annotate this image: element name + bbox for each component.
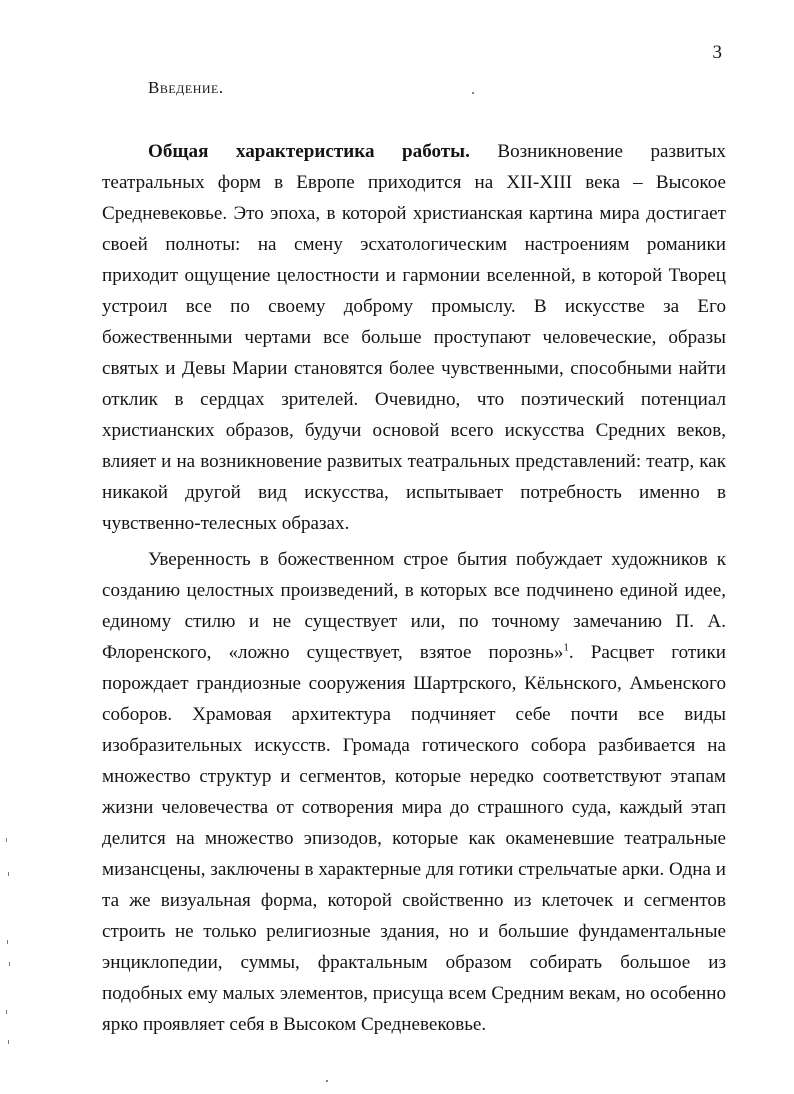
scan-mark bbox=[6, 838, 7, 842]
paragraph-lead: Общая характеристика работы. bbox=[148, 141, 470, 162]
body-text bbox=[102, 136, 726, 1045]
footnote-marker: 1 bbox=[563, 641, 569, 654]
paragraph-2-text-a: Уверенность в божественном строе бытия побуждает художников к созданию целостных произведений, в которых все подчинено единой идее, единому стилю и не существует или, по точному замечанию П. А. Флоренского, «ложно существует, взятое порознь» bbox=[102, 549, 726, 663]
section-heading: Введение. bbox=[148, 78, 224, 97]
page-number: 3 bbox=[712, 42, 722, 63]
paragraph-1 bbox=[102, 136, 726, 539]
paragraph-1-text: Возникновение развитых театральных форм в Европе приходится на XII-XIII века – Высокое Средневековье. Это эпоха, в которой христианская картина мира достигает своей полноты: на смену эсхатологическим настроениям романики приходит ощущение целостности и гармонии вселенной, в которой Творец устроил все по своему доброму промыслу. В искусстве за Его божественными чертами все больше проступают человеческие, образы святых и Девы Марии становятся более чувственными, способными найти отклик в сердцах зрителей. Очевидно, что поэтический потенциал христианских образов, будучи основой всего искусства Средних веков, влияет и на возникновение развитых театральных представлений: театр, как никакой другой вид искусства, испытывает потребность именно в чувственно-телесных образах. bbox=[102, 141, 726, 534]
scan-mark bbox=[8, 872, 9, 876]
scan-speck bbox=[472, 92, 474, 94]
scan-mark bbox=[7, 940, 8, 944]
paragraph-2 bbox=[102, 544, 726, 1040]
scan-speck bbox=[326, 1080, 328, 1082]
scan-mark bbox=[6, 1010, 7, 1014]
scan-mark bbox=[8, 1040, 9, 1044]
paragraph-2-text-b: . Расцвет готики порождает грандиозные сооружения Шартрского, Кёльнского, Амьенского соборов. Храмовая архитектура подчиняет себе почти все виды изобразительных искусств. Громада готического собора разбивается на множество структур и сегментов, которые нередко соответствуют этапам жизни человечества от сотворения мира до страшного суда, каждый этап делится на множество эпизодов, которые как окаменевшие театральные мизансцены, заключены в характерные для готики стрельчатые арки. Одна и та же визуальная форма, которой свойственно из клеточек и сегментов строить не только религиозные здания, но и большие фундаментальные энциклопедии, суммы, фрактальным образом собирать большое из подобных ему малых элементов, присуща всем Средним векам, но особенно ярко проявляет себя в Высоком Средневековье. bbox=[102, 642, 726, 1035]
scan-mark bbox=[9, 962, 10, 966]
